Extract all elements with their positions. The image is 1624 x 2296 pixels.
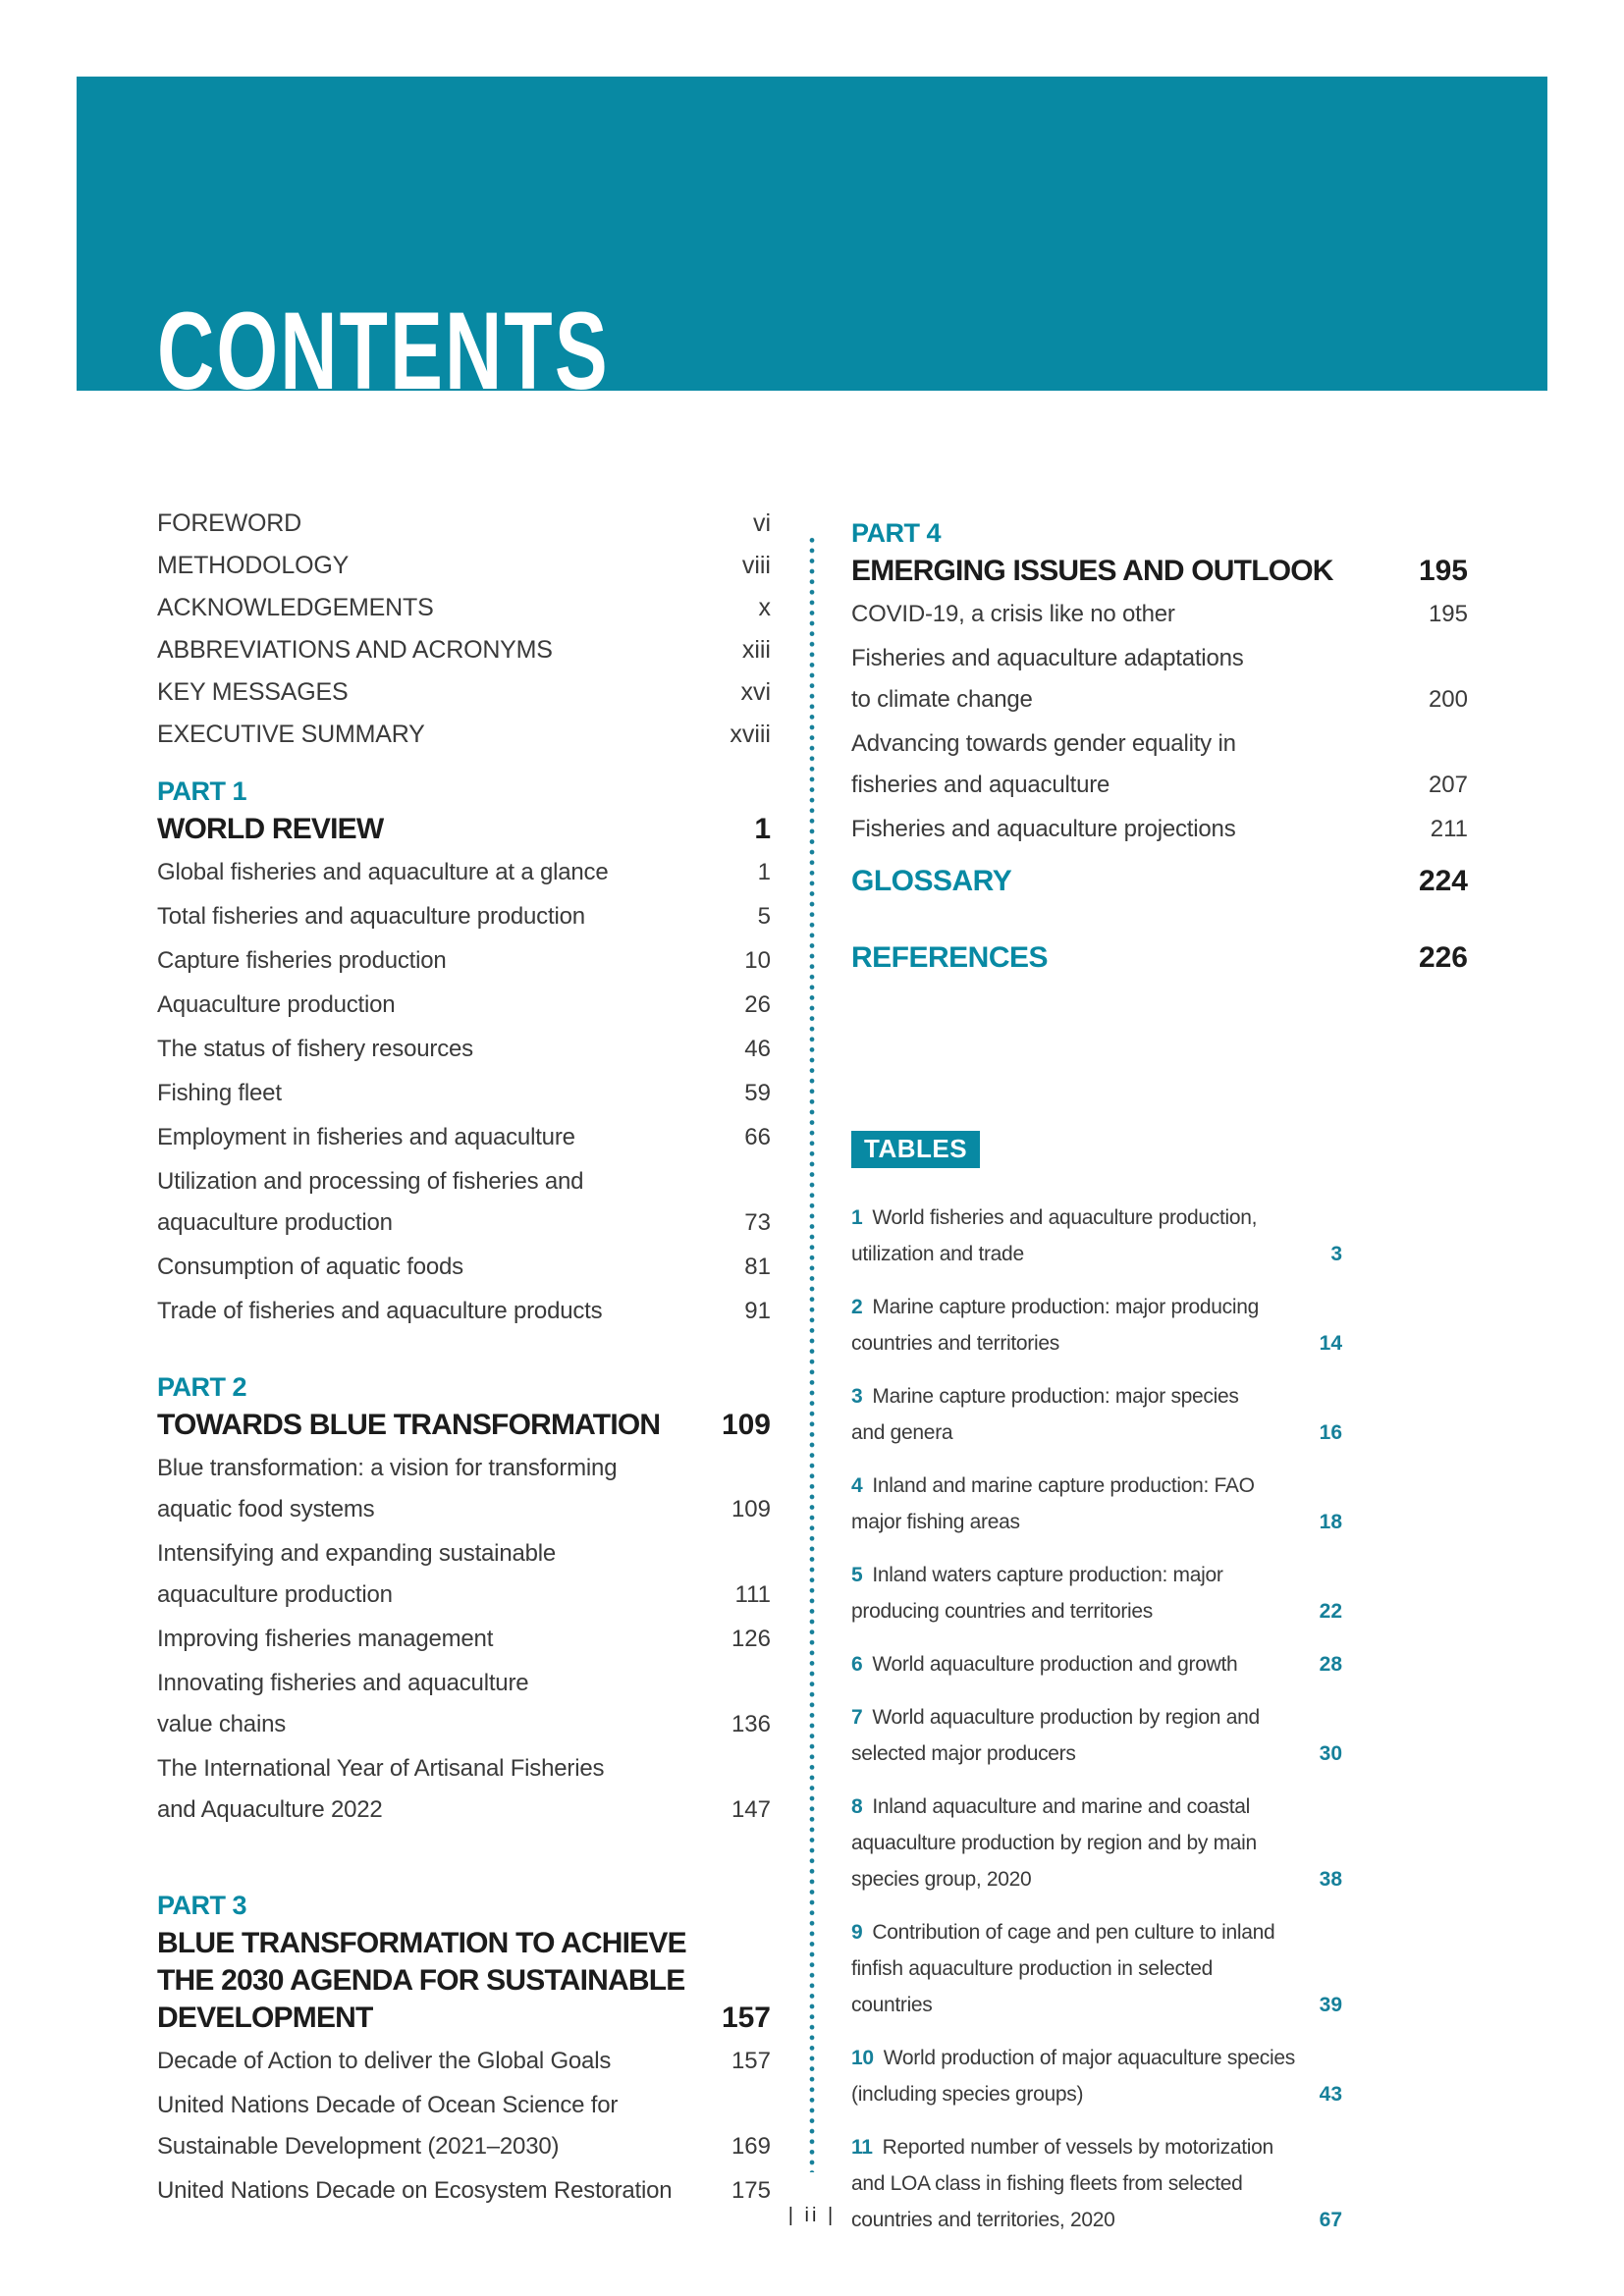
toc-entry bbox=[157, 1161, 771, 1244]
toc-entry bbox=[157, 1291, 771, 1332]
table-entry-page: 18 bbox=[1319, 1511, 1342, 1533]
entry-line: Trade of fisheries and aquaculture products bbox=[157, 1298, 603, 1324]
entry-line: Total fisheries and aquaculture production bbox=[157, 903, 585, 930]
entry-line: aquaculture production bbox=[157, 1209, 393, 1236]
toc-entry bbox=[157, 940, 771, 982]
entry-line: ABBREVIATIONS AND ACRONYMS bbox=[157, 636, 553, 664]
toc-entry-text bbox=[157, 714, 720, 756]
table-entry-page: 39 bbox=[1319, 1994, 1342, 2016]
part-page-number: 109 bbox=[721, 1409, 771, 1441]
entry-line: 2 Marine capture production: major producing bbox=[851, 1296, 1260, 1318]
toc-entry-text bbox=[157, 1247, 734, 1288]
section-part-2 bbox=[157, 1367, 771, 1834]
toc-entry-page: x bbox=[758, 594, 771, 621]
entry-line: aquaculture production by region and by main bbox=[851, 1832, 1257, 1854]
table-entry bbox=[851, 1914, 1342, 2023]
toc-entry-text bbox=[157, 2085, 722, 2167]
table-entry-text bbox=[851, 1200, 1321, 1272]
part-label: PART 3 bbox=[157, 1891, 247, 1920]
toc-entry-page: vi bbox=[752, 509, 771, 537]
toc-entry-text bbox=[851, 594, 1419, 635]
entry-line: COVID-19, a crisis like no other bbox=[851, 601, 1175, 627]
toc-entry bbox=[157, 671, 771, 714]
table-entry-page: 16 bbox=[1319, 1421, 1342, 1444]
table-entry-number: 4 bbox=[851, 1474, 863, 1497]
part-entry-list bbox=[157, 852, 771, 1332]
table-entry-number: 11 bbox=[851, 2136, 873, 2159]
toc-entry-page: 59 bbox=[744, 1080, 771, 1106]
entry-line: Advancing towards gender equality in bbox=[851, 730, 1236, 757]
toc-entry bbox=[157, 1448, 771, 1530]
toc-entry-page: 157 bbox=[731, 2048, 771, 2074]
title-line: THE 2030 AGENDA FOR SUSTAINABLE bbox=[157, 1964, 685, 1997]
toc-entry bbox=[157, 1247, 771, 1288]
table-entry bbox=[851, 1646, 1342, 1682]
toc-entry-page: 5 bbox=[757, 903, 771, 930]
table-entry-number: 8 bbox=[851, 1795, 863, 1818]
toc-entry-text bbox=[157, 1619, 722, 1660]
table-entry bbox=[851, 1699, 1342, 1772]
entry-line: to climate change bbox=[851, 686, 1033, 713]
table-entry-page: 43 bbox=[1319, 2083, 1342, 2106]
part-label: PART 2 bbox=[157, 1372, 247, 1402]
entry-line: Decade of Action to deliver the Global Goals bbox=[157, 2048, 612, 2074]
toc-entry bbox=[157, 545, 771, 587]
part-label: PART 1 bbox=[157, 776, 247, 806]
entry-line: 4 Inland and marine capture production: FAO bbox=[851, 1474, 1255, 1497]
table-entry bbox=[851, 1289, 1342, 1362]
title-line: WORLD REVIEW bbox=[157, 813, 384, 845]
toc-entry-text bbox=[157, 1161, 734, 1244]
references-label: REFERENCES bbox=[851, 941, 1049, 974]
table-entry-number: 1 bbox=[851, 1206, 863, 1229]
table-entry-number: 5 bbox=[851, 1564, 863, 1586]
toc-entry-page: 66 bbox=[744, 1124, 771, 1150]
toc-entry-text bbox=[157, 629, 732, 671]
part-title-row bbox=[157, 1925, 771, 2037]
entry-line: value chains bbox=[157, 1711, 287, 1737]
table-entry-page: 22 bbox=[1319, 1600, 1342, 1623]
toc-entry-page: 126 bbox=[731, 1626, 771, 1652]
part-entry-list bbox=[851, 594, 1468, 850]
part-entry-list bbox=[157, 1448, 771, 1831]
table-entry-text bbox=[851, 1789, 1310, 1897]
table-entry-page: 28 bbox=[1319, 1653, 1342, 1676]
toc-entry bbox=[157, 503, 771, 545]
references-page: 226 bbox=[1418, 941, 1468, 974]
part-page-number: 1 bbox=[754, 813, 771, 845]
entry-line: 6 World aquaculture production and growth bbox=[851, 1653, 1238, 1676]
glossary-row bbox=[851, 862, 1468, 901]
entry-line: and LOA class in fishing fleets from selected bbox=[851, 2172, 1243, 2195]
entry-line: 8 Inland aquaculture and marine and coastal bbox=[851, 1795, 1251, 1818]
toc-entry-page: 91 bbox=[744, 1298, 771, 1324]
section-part-4 bbox=[851, 513, 1468, 853]
table-entry-text bbox=[851, 1557, 1310, 1629]
toc-entry bbox=[851, 809, 1468, 850]
part-entry-list bbox=[157, 2041, 771, 2212]
entry-line: 10 World production of major aquaculture species bbox=[851, 2047, 1295, 2069]
front-matter-list bbox=[157, 503, 771, 756]
entry-line: aquaculture production bbox=[157, 1581, 393, 1608]
entry-line: countries bbox=[851, 1994, 933, 2016]
entry-line: EXECUTIVE SUMMARY bbox=[157, 721, 425, 748]
toc-entry-page: 200 bbox=[1428, 686, 1468, 713]
toc-entry-page: 207 bbox=[1428, 772, 1468, 798]
toc-entry-page: 81 bbox=[744, 1254, 771, 1280]
references-row bbox=[851, 938, 1468, 978]
table-entry-page: 30 bbox=[1319, 1742, 1342, 1765]
table-entry-text bbox=[851, 1914, 1310, 2023]
entry-line: Improving fisheries management bbox=[157, 1626, 494, 1652]
part-title bbox=[157, 811, 744, 848]
title-line: BLUE TRANSFORMATION TO ACHIEVE bbox=[157, 1927, 686, 1959]
toc-entry bbox=[851, 638, 1468, 721]
entry-line: 1 World fisheries and aquaculture production, bbox=[851, 1206, 1258, 1229]
toc-entry-text bbox=[157, 896, 748, 937]
entry-line: finfish aquaculture production in selected bbox=[851, 1957, 1213, 1980]
toc-entry-page: 1 bbox=[757, 859, 771, 885]
entry-line: major fishing areas bbox=[851, 1511, 1020, 1533]
entry-line: Consumption of aquatic foods bbox=[157, 1254, 463, 1280]
section-part-3 bbox=[157, 1886, 771, 2215]
toc-entry-page: 136 bbox=[731, 1711, 771, 1737]
toc-entry bbox=[157, 1663, 771, 1745]
entry-line: Aquaculture production bbox=[157, 991, 396, 1018]
entry-line: United Nations Decade of Ocean Science for bbox=[157, 2092, 619, 2118]
toc-entry-text bbox=[157, 940, 734, 982]
table-entry-text bbox=[851, 1378, 1310, 1451]
part-title-row bbox=[851, 553, 1468, 590]
entry-line: countries and territories, 2020 bbox=[851, 2209, 1115, 2231]
table-entry-number: 3 bbox=[851, 1385, 863, 1408]
entry-line: and genera bbox=[851, 1421, 953, 1444]
entry-line: FOREWORD bbox=[157, 509, 301, 537]
entry-line: selected major producers bbox=[851, 1742, 1076, 1765]
toc-entry-text bbox=[157, 1291, 734, 1332]
table-entry bbox=[851, 1468, 1342, 1540]
entry-line: 5 Inland waters capture production: major bbox=[851, 1564, 1223, 1586]
table-entry-text bbox=[851, 1468, 1310, 1540]
entry-line: Fisheries and aquaculture adaptations bbox=[851, 645, 1244, 671]
entry-line: aquatic food systems bbox=[157, 1496, 375, 1522]
part-title bbox=[851, 553, 1409, 590]
entry-line: Capture fisheries production bbox=[157, 947, 447, 974]
toc-entry-text bbox=[157, 1533, 726, 1616]
tables-entry-list bbox=[851, 1200, 1342, 2238]
table-entry-number: 2 bbox=[851, 1296, 863, 1318]
toc-entry bbox=[157, 1619, 771, 1660]
entry-line: Intensifying and expanding sustainable bbox=[157, 1540, 557, 1567]
entry-line: fisheries and aquaculture bbox=[851, 772, 1110, 798]
tables-heading-chip: TABLES bbox=[851, 1131, 980, 1168]
toc-entry bbox=[157, 1117, 771, 1158]
table-entry-number: 10 bbox=[851, 2047, 874, 2069]
entry-line: producing countries and territories bbox=[851, 1600, 1154, 1623]
page-number-footer: | ii | bbox=[787, 2205, 837, 2226]
table-entry-number: 9 bbox=[851, 1921, 863, 1944]
entry-line: Fisheries and aquaculture projections bbox=[851, 816, 1236, 842]
toc-entry-page: 111 bbox=[734, 1581, 771, 1608]
toc-entry bbox=[851, 723, 1468, 806]
toc-entry-text bbox=[851, 638, 1419, 721]
toc-entry-page: xvi bbox=[740, 678, 771, 706]
toc-entry bbox=[157, 2041, 771, 2082]
table-entry bbox=[851, 2040, 1342, 2112]
entry-line: countries and territories bbox=[851, 1332, 1059, 1355]
table-entry-page: 67 bbox=[1319, 2209, 1342, 2231]
toc-entry-page: 46 bbox=[744, 1036, 771, 1062]
toc-entry bbox=[157, 1029, 771, 1070]
toc-entry-page: 109 bbox=[731, 1496, 771, 1522]
page-title: CONTENTS bbox=[157, 290, 610, 412]
toc-entry-text bbox=[157, 852, 748, 893]
table-entry bbox=[851, 1557, 1342, 1629]
entry-line: 11 Reported number of vessels by motorization bbox=[851, 2136, 1273, 2159]
entry-line: The International Year of Artisanal Fisheries bbox=[157, 1755, 605, 1782]
part-title-row bbox=[157, 1407, 771, 1444]
entry-line: Employment in fisheries and aquaculture bbox=[157, 1124, 575, 1150]
toc-entry-text bbox=[157, 1117, 734, 1158]
entry-line: species group, 2020 bbox=[851, 1868, 1032, 1891]
section-tables bbox=[851, 1131, 1342, 2255]
toc-entry-text bbox=[157, 1748, 722, 1831]
toc-entry-page: 195 bbox=[1428, 601, 1468, 627]
toc-entry-text bbox=[157, 545, 732, 587]
toc-entry-page: xiii bbox=[741, 636, 771, 664]
toc-entry bbox=[157, 852, 771, 893]
title-line: TOWARDS BLUE TRANSFORMATION bbox=[157, 1409, 661, 1441]
toc-entry bbox=[157, 714, 771, 756]
table-entry-page: 3 bbox=[1330, 1243, 1342, 1265]
toc-entry bbox=[851, 594, 1468, 635]
table-entry bbox=[851, 1789, 1342, 1897]
glossary-page: 224 bbox=[1418, 865, 1468, 897]
entry-line: ACKNOWLEDGEMENTS bbox=[157, 594, 434, 621]
title-line: DEVELOPMENT bbox=[157, 2002, 373, 2034]
toc-entry bbox=[157, 896, 771, 937]
entry-line: and Aquaculture 2022 bbox=[157, 1796, 383, 1823]
toc-entry-page: 73 bbox=[744, 1209, 771, 1236]
part-label: PART 4 bbox=[851, 518, 942, 548]
entry-line: United Nations Decade on Ecosystem Restoration bbox=[157, 2177, 673, 2204]
toc-entry-page: 211 bbox=[1430, 816, 1468, 842]
toc-entry-text bbox=[851, 809, 1421, 850]
toc-entry-page: 169 bbox=[731, 2133, 771, 2160]
table-entry-page: 14 bbox=[1319, 1332, 1342, 1355]
toc-entry-page: xviii bbox=[730, 721, 771, 748]
section-part-1 bbox=[157, 772, 771, 1335]
toc-entry-text bbox=[157, 2041, 722, 2082]
toc-entry-page: 26 bbox=[744, 991, 771, 1018]
part-title bbox=[157, 1407, 712, 1444]
toc-entry-text bbox=[157, 587, 749, 629]
toc-entry-text bbox=[157, 985, 734, 1026]
toc-entry bbox=[157, 1073, 771, 1114]
toc-entry bbox=[157, 587, 771, 629]
table-entry-text bbox=[851, 2040, 1310, 2112]
table-entry-text bbox=[851, 1699, 1310, 1772]
part-title bbox=[157, 1925, 712, 2037]
table-entry-number: 6 bbox=[851, 1653, 863, 1676]
toc-entry bbox=[157, 629, 771, 671]
toc-entry bbox=[157, 1533, 771, 1616]
part-title-row bbox=[157, 811, 771, 848]
toc-entry-text bbox=[157, 1663, 722, 1745]
toc-entry-page: viii bbox=[741, 552, 771, 579]
entry-line: utilization and trade bbox=[851, 1243, 1024, 1265]
entry-line: 9 Contribution of cage and pen culture to inland bbox=[851, 1921, 1275, 1944]
toc-entry-text bbox=[157, 1029, 734, 1070]
toc-entry-text bbox=[157, 1448, 722, 1530]
toc-entry-text bbox=[157, 1073, 734, 1114]
toc-entry bbox=[157, 2085, 771, 2167]
entry-line: Innovating fisheries and aquaculture bbox=[157, 1670, 529, 1696]
title-line: EMERGING ISSUES AND OUTLOOK bbox=[851, 555, 1333, 587]
table-entry-text bbox=[851, 1646, 1310, 1682]
table-entry bbox=[851, 1200, 1342, 1272]
entry-line: Utilization and processing of fisheries and bbox=[157, 1168, 584, 1195]
toc-entry-page: 147 bbox=[731, 1796, 771, 1823]
table-entry-page: 38 bbox=[1319, 1868, 1342, 1891]
toc-entry bbox=[157, 1748, 771, 1831]
toc-entry bbox=[157, 985, 771, 1026]
column-divider-dotted bbox=[809, 535, 815, 2172]
entry-line: Sustainable Development (2021–2030) bbox=[157, 2133, 560, 2160]
entry-line: Fishing fleet bbox=[157, 1080, 282, 1106]
entry-line: 7 World aquaculture production by region and bbox=[851, 1706, 1260, 1729]
table-entry-number: 7 bbox=[851, 1706, 863, 1729]
entry-line: (including species groups) bbox=[851, 2083, 1084, 2106]
entry-line: Blue transformation: a vision for transforming bbox=[157, 1455, 618, 1481]
table-entry-text bbox=[851, 1289, 1310, 1362]
toc-entry-page: 175 bbox=[731, 2177, 771, 2204]
toc-entry-page: 10 bbox=[744, 947, 771, 974]
glossary-label: GLOSSARY bbox=[851, 865, 1012, 897]
table-entry bbox=[851, 1378, 1342, 1451]
part-page-number: 157 bbox=[721, 2002, 771, 2034]
entry-line: 3 Marine capture production: major species bbox=[851, 1385, 1239, 1408]
toc-entry-text bbox=[851, 723, 1419, 806]
toc-entry-text bbox=[157, 503, 743, 545]
entry-line: Global fisheries and aquaculture at a glance bbox=[157, 859, 609, 885]
entry-line: METHODOLOGY bbox=[157, 552, 350, 579]
entry-line: KEY MESSAGES bbox=[157, 678, 349, 706]
part-page-number: 195 bbox=[1418, 555, 1468, 587]
entry-line: The status of fishery resources bbox=[157, 1036, 473, 1062]
toc-entry-text bbox=[157, 671, 731, 714]
title-band bbox=[77, 77, 1547, 412]
